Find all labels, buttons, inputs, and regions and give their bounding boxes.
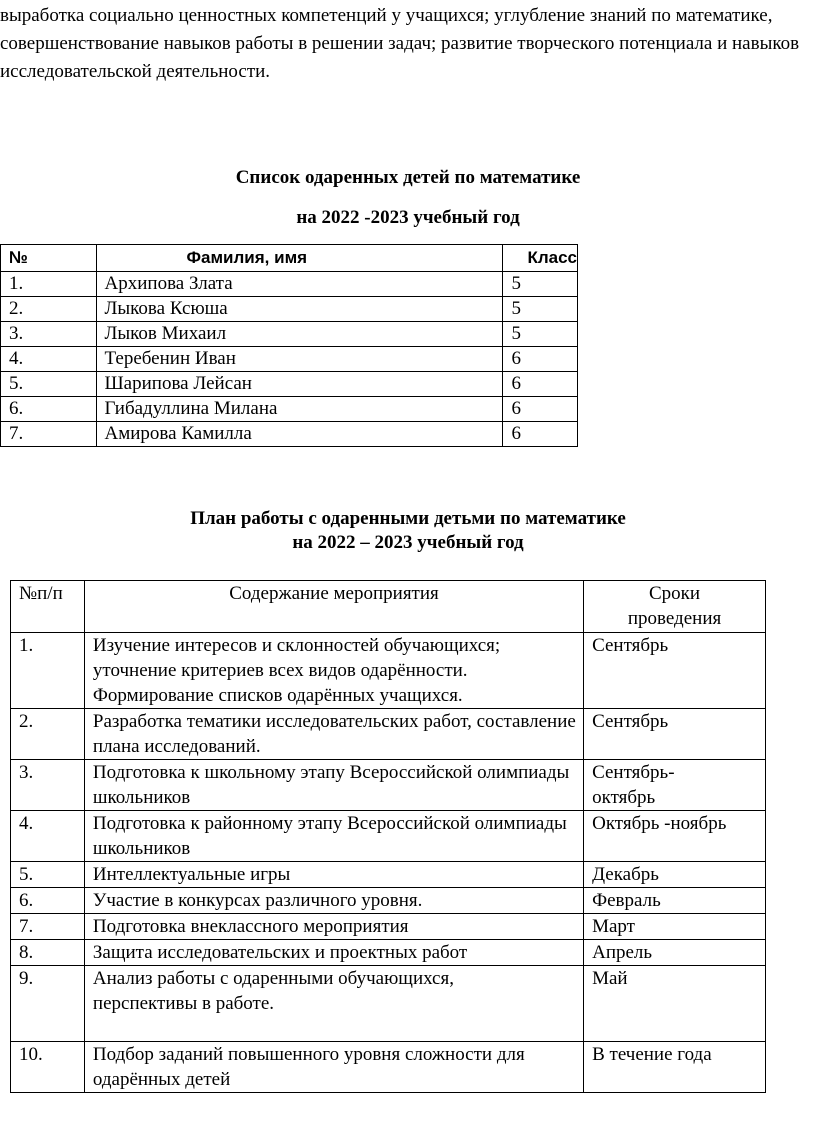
row-num: 2. [1,297,97,322]
row-content: Разработка тематики исследовательских работ, составление плана исследований. [84,709,583,760]
row-content: Подготовка к школьному этапу Всероссийской олимпиады школьников [84,760,583,811]
row-term: Апрель [584,940,766,966]
table-row [1,422,578,447]
gifted-children-table [0,244,578,447]
header-num: №п/п [11,581,85,633]
row-num: 5. [1,372,97,397]
table-row [11,760,766,811]
row-num: 4. [1,347,97,372]
row-name: Лыков Михаил [96,322,503,347]
row-name: Гибадуллина Милана [96,397,503,422]
list-title-line2: на 2022 -2023 учебный год [296,207,520,228]
row-name: Шарипова Лейсан [96,372,503,397]
intro-paragraph: выработка социально ценностных компетенций у учащихся; углубление знаний по математике, совершенствование навыков работы в решении задач; развитие творческого потенциала и навыков исследовательской деятельности. [0,5,800,82]
row-content: Подготовка внеклассного мероприятия [84,914,583,940]
row-term: Май [584,966,766,1042]
row-num: 2. [11,709,85,760]
row-grade: 6 [503,397,578,422]
table-row [11,811,766,862]
row-term: Декабрь [584,862,766,888]
row-num: 9. [11,966,85,1042]
table-row [1,347,578,372]
row-name: Лыкова Ксюша [96,297,503,322]
row-num: 3. [1,322,97,347]
row-num: 7. [11,914,85,940]
row-num: 1. [1,272,97,297]
row-content: Изучение интересов и склонностей обучающихся; уточнение критериев всех видов одарённости. Формирование списков одарённых учащихся. [84,633,583,709]
table-row [1,372,578,397]
header-content: Содержание мероприятия [84,581,583,633]
table-row [11,862,766,888]
row-name: Амирова Камилла [96,422,503,447]
header-term: Сроки проведения [584,581,766,633]
row-content: Подготовка к районному этапу Всероссийской олимпиады школьников [84,811,583,862]
table-header-row [1,245,578,272]
table-row [11,888,766,914]
row-grade: 6 [503,372,578,397]
table-row [11,1042,766,1093]
row-grade: 6 [503,422,578,447]
header-num: № [1,245,97,272]
table-row [1,272,578,297]
plan-title-line2: на 2022 – 2023 учебный год [292,532,524,553]
row-num: 7. [1,422,97,447]
row-num: 6. [1,397,97,422]
table-row [11,966,766,1042]
row-grade: 5 [503,322,578,347]
row-grade: 6 [503,347,578,372]
table-row [11,914,766,940]
row-num: 3. [11,760,85,811]
row-name: Архипова Злата [96,272,503,297]
row-num: 5. [11,862,85,888]
row-content: Защита исследовательских и проектных работ [84,940,583,966]
row-grade: 5 [503,297,578,322]
header-name: Фамилия, имя [96,245,503,272]
row-term: Сентябрь-октябрь [584,760,766,811]
row-num: 6. [11,888,85,914]
row-content: Интеллектуальные игры [84,862,583,888]
row-content: Подбор заданий повышенного уровня сложности для одарённых детей [84,1042,583,1093]
plan-title-line1: План работы с одаренными детьми по математике [190,508,626,529]
row-num: 8. [11,940,85,966]
row-name: Теребенин Иван [96,347,503,372]
table-row [11,940,766,966]
table-row [1,397,578,422]
row-grade: 5 [503,272,578,297]
list-title-line1: Список одаренных детей по математике [235,167,581,188]
row-num: 1. [11,633,85,709]
header-grade: Класс [503,245,578,272]
row-term: Март [584,914,766,940]
row-term: Февраль [584,888,766,914]
row-content: Участие в конкурсах различного уровня. [84,888,583,914]
row-num: 10. [11,1042,85,1093]
table-row [11,709,766,760]
row-term: Сентябрь [584,709,766,760]
table-row [1,322,578,347]
table-row [1,297,578,322]
row-term: Сентябрь [584,633,766,709]
table-header-row [11,581,766,633]
row-num: 4. [11,811,85,862]
row-term: В течение года [584,1042,766,1093]
table-row [11,633,766,709]
row-term: Октябрь -ноябрь [584,811,766,862]
work-plan-table [10,580,766,1093]
row-content: Анализ работы с одаренными обучающихся, перспективы в работе. [84,966,583,1042]
